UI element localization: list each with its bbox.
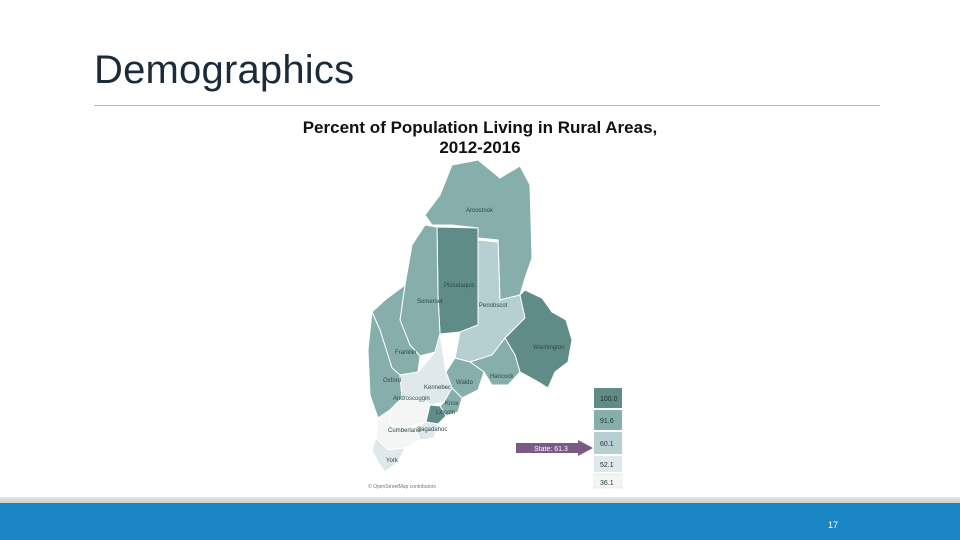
footer-bar bbox=[0, 503, 960, 540]
label-cumberland: Cumberland bbox=[388, 428, 421, 434]
label-aroostook: Aroostook bbox=[466, 208, 494, 214]
label-franklin: Franklin bbox=[395, 350, 417, 356]
map-title-line-1: Percent of Population Living in Rural Areas, bbox=[302, 118, 658, 137]
label-knox: Knox bbox=[445, 401, 459, 407]
slide-title: Demographics bbox=[94, 48, 355, 92]
label-androscoggin: Androscoggin bbox=[393, 396, 430, 402]
legend-label-1: 100.0 bbox=[600, 396, 618, 403]
map-attribution: © OpenStreetMap contributors bbox=[368, 484, 436, 490]
map-legend bbox=[594, 388, 622, 488]
label-oxford: Oxford bbox=[383, 378, 402, 384]
label-kennebec: Kennebec bbox=[424, 385, 452, 391]
state-marker-arrow-icon bbox=[578, 440, 593, 456]
county-piscataquis[interactable] bbox=[437, 227, 478, 334]
label-hancock: Hancock bbox=[490, 374, 514, 380]
label-sagadahoc: Sagadahoc bbox=[417, 427, 448, 433]
label-piscataquis: Piscataquis bbox=[444, 283, 475, 289]
label-somerset: Somerset bbox=[417, 299, 443, 305]
label-waldo: Waldo bbox=[456, 380, 473, 386]
label-lincoln: Lincoln bbox=[436, 410, 456, 416]
label-penobscot: Penobscot bbox=[479, 303, 508, 309]
legend-label-3: 60.1 bbox=[600, 441, 614, 448]
state-marker-label: State: 61.3 bbox=[534, 446, 568, 453]
label-washington: Washington bbox=[533, 345, 565, 351]
legend-label-5: 36.1 bbox=[600, 480, 614, 487]
page-number: 17 bbox=[828, 520, 839, 530]
legend-label-2: 91.6 bbox=[600, 418, 614, 425]
legend-label-4: 52.1 bbox=[600, 462, 614, 469]
state-average-marker bbox=[516, 440, 593, 456]
map-title-line-2: 2012-2016 bbox=[439, 138, 521, 157]
label-york: York bbox=[386, 458, 398, 464]
